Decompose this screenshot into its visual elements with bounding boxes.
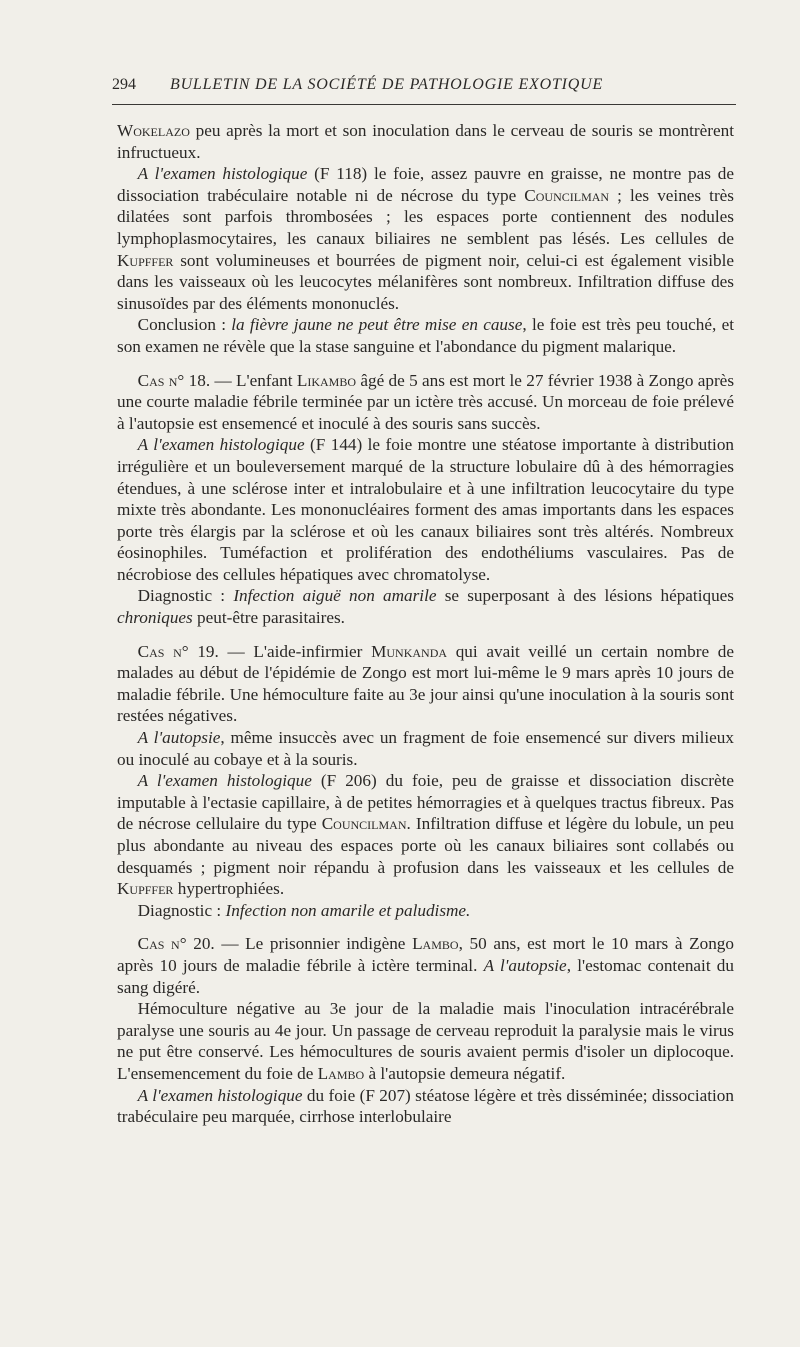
section-label: A l'examen histologique (137, 435, 305, 455)
person-name: Munkanda (371, 641, 448, 661)
case-heading: Cas n° 18. (137, 370, 211, 390)
emphasis-text: la fièvre jaune ne peut être mise en cause (231, 315, 523, 335)
person-name: Councilman (524, 185, 610, 205)
person-name: Wokelazo (117, 121, 190, 140)
paragraph-2 (117, 163, 734, 314)
text-run: qui avait veillé un certain nombre de malades au début de l'épidémie de Zongo est mort lui-même le 9 mars après 10 jours de maladie fébrile. Une hémoculture faite au 3e jour ainsi qu'une inoculation à la souris sont restées négatives. (117, 641, 734, 726)
paragraph-3 (117, 314, 734, 357)
paragraph-4 (117, 370, 734, 435)
emphasis-text: Infection non amarile et paludisme. (225, 900, 471, 920)
text-run: . Infiltration diffuse et légère du lobule, un peu plus abondante au niveau des espaces porte où les canaux biliaires sont collabés ou desquamés ; pigment noir répandu à profusion dans les vaisseaux et les cellules de (117, 814, 734, 877)
text-run: , le foie est très peu touché, et son examen ne révèle que la stase sanguine et l'abondance du pigment malarique. (117, 315, 735, 356)
text-run: , l'estomac contenait du sang digéré. (117, 955, 734, 997)
text-run: — L'enfant (210, 370, 297, 390)
paragraph-6 (117, 585, 734, 628)
text-run: se superposant à des lésions hépatiques (436, 586, 734, 606)
text-run: — L'aide-infirmier (218, 641, 372, 661)
paragraph-1 (117, 120, 734, 163)
paragraph-11 (117, 933, 734, 998)
paragraph-5 (117, 434, 734, 585)
person-name: Lambo (317, 1063, 365, 1083)
person-name: Likambo (296, 370, 357, 390)
text-run: sont volumineuses et bourrées de pigment noir, celui-ci est également visible dans les vaisseaux où les leucocytes mélanifères sont nombreux. Infiltration diffuse des sinusoïdes par des éléments mononuclés. (117, 250, 734, 313)
paragraph-13 (117, 1085, 734, 1128)
emphasis-text: Infection aiguë non amarile (233, 586, 437, 606)
header-rule (112, 104, 736, 105)
text-run: , 50 ans, est mort le 10 mars à Zongo après 10 jours de maladie fébrile à ictère terminal. (117, 934, 734, 975)
section-label: A l'autopsie (137, 728, 221, 748)
text-run: hypertrophiées. (173, 879, 285, 899)
page-number: 294 (112, 76, 136, 93)
text-run: Conclusion : (137, 315, 232, 335)
text-run: du foie (F 207) stéatose légère et très disséminée; dissociation trabéculaire peu marquée, cirrhose interlobulaire (117, 1085, 734, 1127)
text-run: Diagnostic : (137, 586, 234, 606)
case-heading: Cas n° 20. (137, 934, 215, 954)
paragraph-8 (117, 727, 734, 770)
section-label: A l'autopsie (483, 955, 567, 975)
text-run: (F 118) le foie, assez pauvre en graisse, ne montre pas de dissociation trabéculaire notable ni de nécrose du type (117, 164, 734, 205)
text-run: peut-être parasitaires. (192, 608, 345, 628)
text-run: peu après la mort et son inoculation dans le cerveau de souris se montrèrent infructueux. (117, 121, 734, 162)
text-run: Hémoculture négative au 3e jour de la maladie mais l'inoculation intracérébrale paralyse une souris au 4e jour. Un passage de cerveau reproduit la paralysie mais le virus ne put être conservé. Les hémocultures de souris avaient permis d'isoler un diplocoque. L'ensemencement du foie de (117, 999, 734, 1083)
person-name: Kupffer (117, 250, 174, 270)
case-heading: Cas n° 19. (137, 641, 219, 661)
text-run: (F 144) le foie montre une stéatose importante à distribution irrégulière et un bouleversement marqué de la structure lobulaire dû à des hémorragies étendues, à une sclérose inter et intralobulaire et à une infiltration leucocytaire du type mixte très abondante. Les mononucléaires forment des amas importants dans les espaces porte très élargis par la sclérose et où les canaux biliaires sont très altérés. Nombreux éosinophiles. Tuméfaction et prolifération des endothéliums vasculaires. Pas de nécrobiose des cellules hépatiques avec chromatolyse. (117, 435, 735, 584)
paragraph-7 (117, 641, 734, 727)
text-run: ; les veines très dilatées sont parfois thrombosées ; les espaces porte contiennent des nodules lymphoplasmocytaires, les canaux biliaires ne semblent pas lésés. Les cellules de (117, 185, 734, 248)
section-label: A l'examen histologique (137, 164, 308, 184)
paragraph-9 (117, 770, 734, 900)
person-name: Kupffer (117, 879, 174, 899)
paragraph-10 (117, 900, 734, 922)
page-header (112, 76, 736, 100)
emphasis-text: chroniques (117, 608, 193, 628)
article-body (117, 120, 734, 1128)
person-name: Lambo (412, 934, 459, 954)
text-run: à l'autopsie demeura négatif. (364, 1063, 566, 1083)
section-label: A l'examen histologique (137, 1085, 303, 1105)
text-run: — Le prisonnier indigène (214, 934, 413, 954)
text-run: âgé de 5 ans est mort le 27 février 1938 à Zongo après une courte maladie fébrile terminée par un ictère très accusé. Un morceau de foie prélevé à l'autopsie est ensemencé et inoculé à des souris sans succès. (117, 370, 735, 433)
running-title: BULLETIN DE LA SOCIÉTÉ DE PATHOLOGIE EXOTIQUE (170, 76, 604, 93)
text-run: Diagnostic : (137, 900, 226, 920)
section-label: A l'examen histologique (137, 771, 312, 791)
text-run: , même insuccès avec un fragment de foie ensemencé sur divers milieux ou inoculé au cobaye et à la souris. (117, 728, 734, 769)
person-name: Councilman (321, 814, 407, 834)
text-run: (F 206) du foie, peu de graisse et dissociation discrète imputable à l'ectasie capillaire, à de petites hémorragies et à quelques tractus fibreux. Pas de nécrose cellulaire du type (117, 771, 734, 834)
paragraph-12 (117, 998, 734, 1084)
